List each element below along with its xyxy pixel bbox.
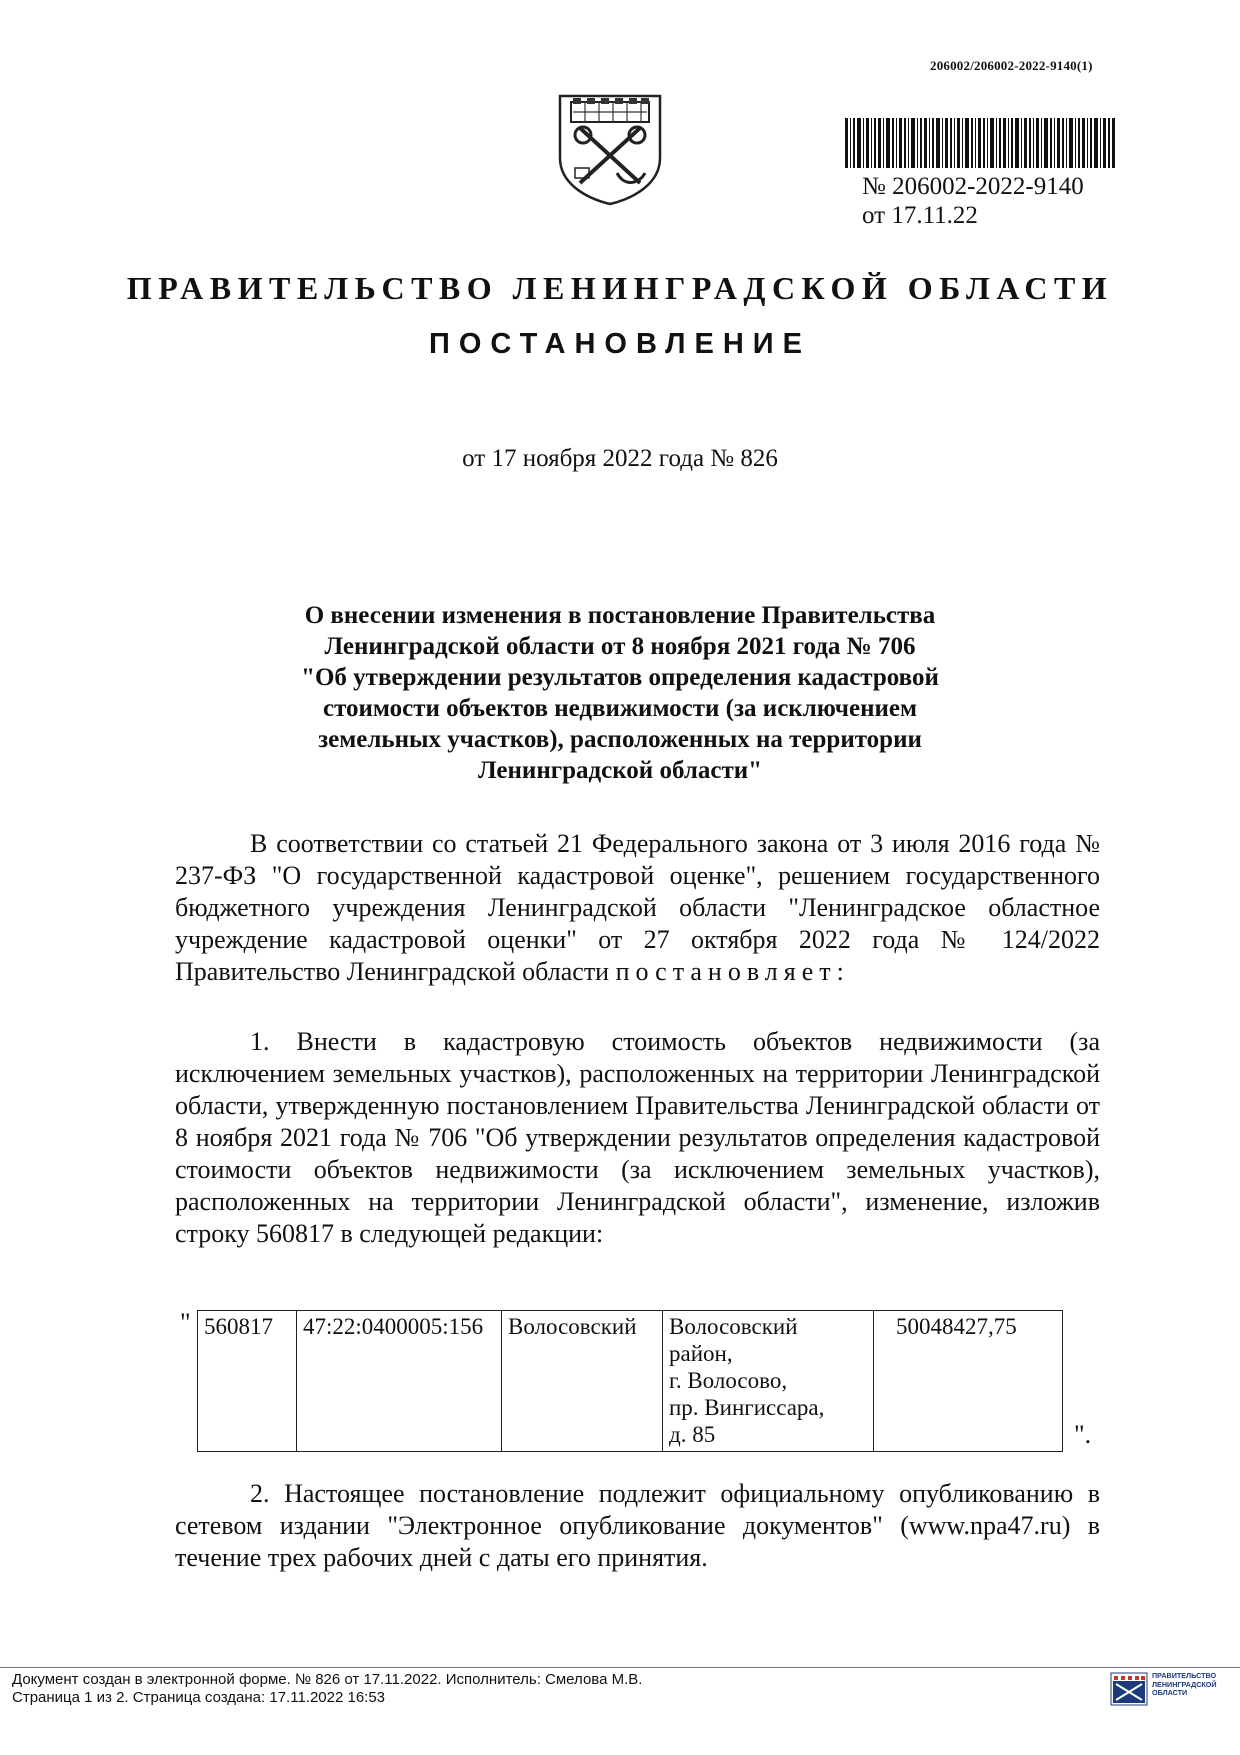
coat-of-arms-icon	[555, 88, 665, 206]
logo-text	[1152, 1672, 1217, 1698]
subject-line: Ленинградской области от 8 ноября 2021 года № 706	[324, 633, 916, 660]
government-logo	[1108, 1670, 1232, 1708]
cadastral-row-table	[197, 1310, 1063, 1452]
registration-number: № 206002-2022-9140	[862, 173, 1084, 200]
document-type-title: ПОСТАНОВЛЕНИЕ	[429, 328, 811, 360]
barcode-icon	[845, 118, 1115, 168]
footer-line-1: Документ создан в электронной форме. № 826 от 17.11.2022. Исполнитель: Смелова М.В.	[12, 1671, 643, 1688]
document-subject	[230, 600, 1010, 786]
cadastral-value-cell: 50048427,75	[874, 1311, 1063, 1452]
government-logo-icon	[1110, 1672, 1148, 1706]
row-open-quote: "	[180, 1308, 191, 1337]
address-line: г. Волосово,	[669, 1368, 788, 1393]
document-date-number: от 17 ноября 2022 года № 826	[462, 445, 778, 472]
subject-line: стоимости объектов недвижимости (за исключением	[322, 695, 918, 722]
row-number-cell: 560817	[198, 1311, 297, 1452]
registration-date: от 17.11.22	[862, 202, 978, 229]
government-title: ПРАВИТЕЛЬСТВО ЛЕНИНГРАДСКОЙ ОБЛАСТИ	[126, 270, 1114, 306]
logo-line: ОБЛАСТИ	[1152, 1688, 1188, 1697]
item-1-text: 1. Внести в кадастровую стоимость объектов недвижимости (за исключением земельных участков), расположенных на территории Ленинградской области, утвержденную постановлением Правительства Ленинградской области от 8 ноября 2021 года № 706 "Об утверждении результатов определения кадастровой стоимости объектов недвижимости (за исключением земельных участков), расположенных на территории Ленинградской области", изменение, изложив строку 560817 в следующей редакции:	[175, 1027, 1100, 1248]
address-line: пр. Вингиссара,	[669, 1395, 825, 1420]
table-row	[198, 1311, 1063, 1452]
footer-info	[12, 1671, 642, 1707]
item-2-paragraph	[175, 1478, 1100, 1574]
subject-line: Ленинградской области"	[477, 757, 763, 784]
district-cell: Волосовский	[502, 1311, 663, 1452]
footer-divider	[0, 1667, 1240, 1668]
subject-line: "Об утверждении результатов определения кадастровой	[301, 664, 939, 691]
document-reference: 206002/206002-2022-9140(1)	[930, 58, 1093, 73]
row-close-quote: ".	[1074, 1420, 1092, 1449]
item-2-text: 2. Настоящее постановление подлежит официальному опубликованию в сетевом издании "Электронное опубликование документов" (www.npa47.ru) в течение трех рабочих дней с даты его принятия.	[175, 1479, 1100, 1572]
address-cell	[663, 1311, 874, 1452]
registration-stamp	[862, 172, 1084, 230]
logo-line: ПРАВИТЕЛЬСТВО	[1152, 1671, 1217, 1680]
preamble-paragraph	[175, 828, 1100, 988]
subject-line: земельных участков), расположенных на территории	[318, 726, 922, 753]
resolves-word: постановляет:	[615, 957, 850, 986]
item-1-paragraph	[175, 1026, 1100, 1250]
address-line: Волосовский	[669, 1314, 798, 1339]
cadastral-number-cell: 47:22:0400005:156	[297, 1311, 502, 1452]
subject-line: О внесении изменения в постановление Правительства	[304, 602, 936, 629]
footer-line-2: Страница 1 из 2. Страница создана: 17.11.2022 16:53	[12, 1689, 386, 1706]
preamble-text: В соответствии со статьей 21 Федерального закона от 3 июля 2016 года № 237-ФЗ "О государственной кадастровой оценке", решением государственного бюджетного учреждения Ленинградской области "Ленинградское областное учреждение кадастровой оценки" от 27 октября 2022 года № 124/2022 Правительство Ленинградской области	[175, 829, 1100, 986]
address-line: д. 85	[669, 1422, 716, 1447]
logo-line: ЛЕНИНГРАДСКОЙ	[1152, 1679, 1217, 1689]
address-line: район,	[669, 1341, 733, 1366]
